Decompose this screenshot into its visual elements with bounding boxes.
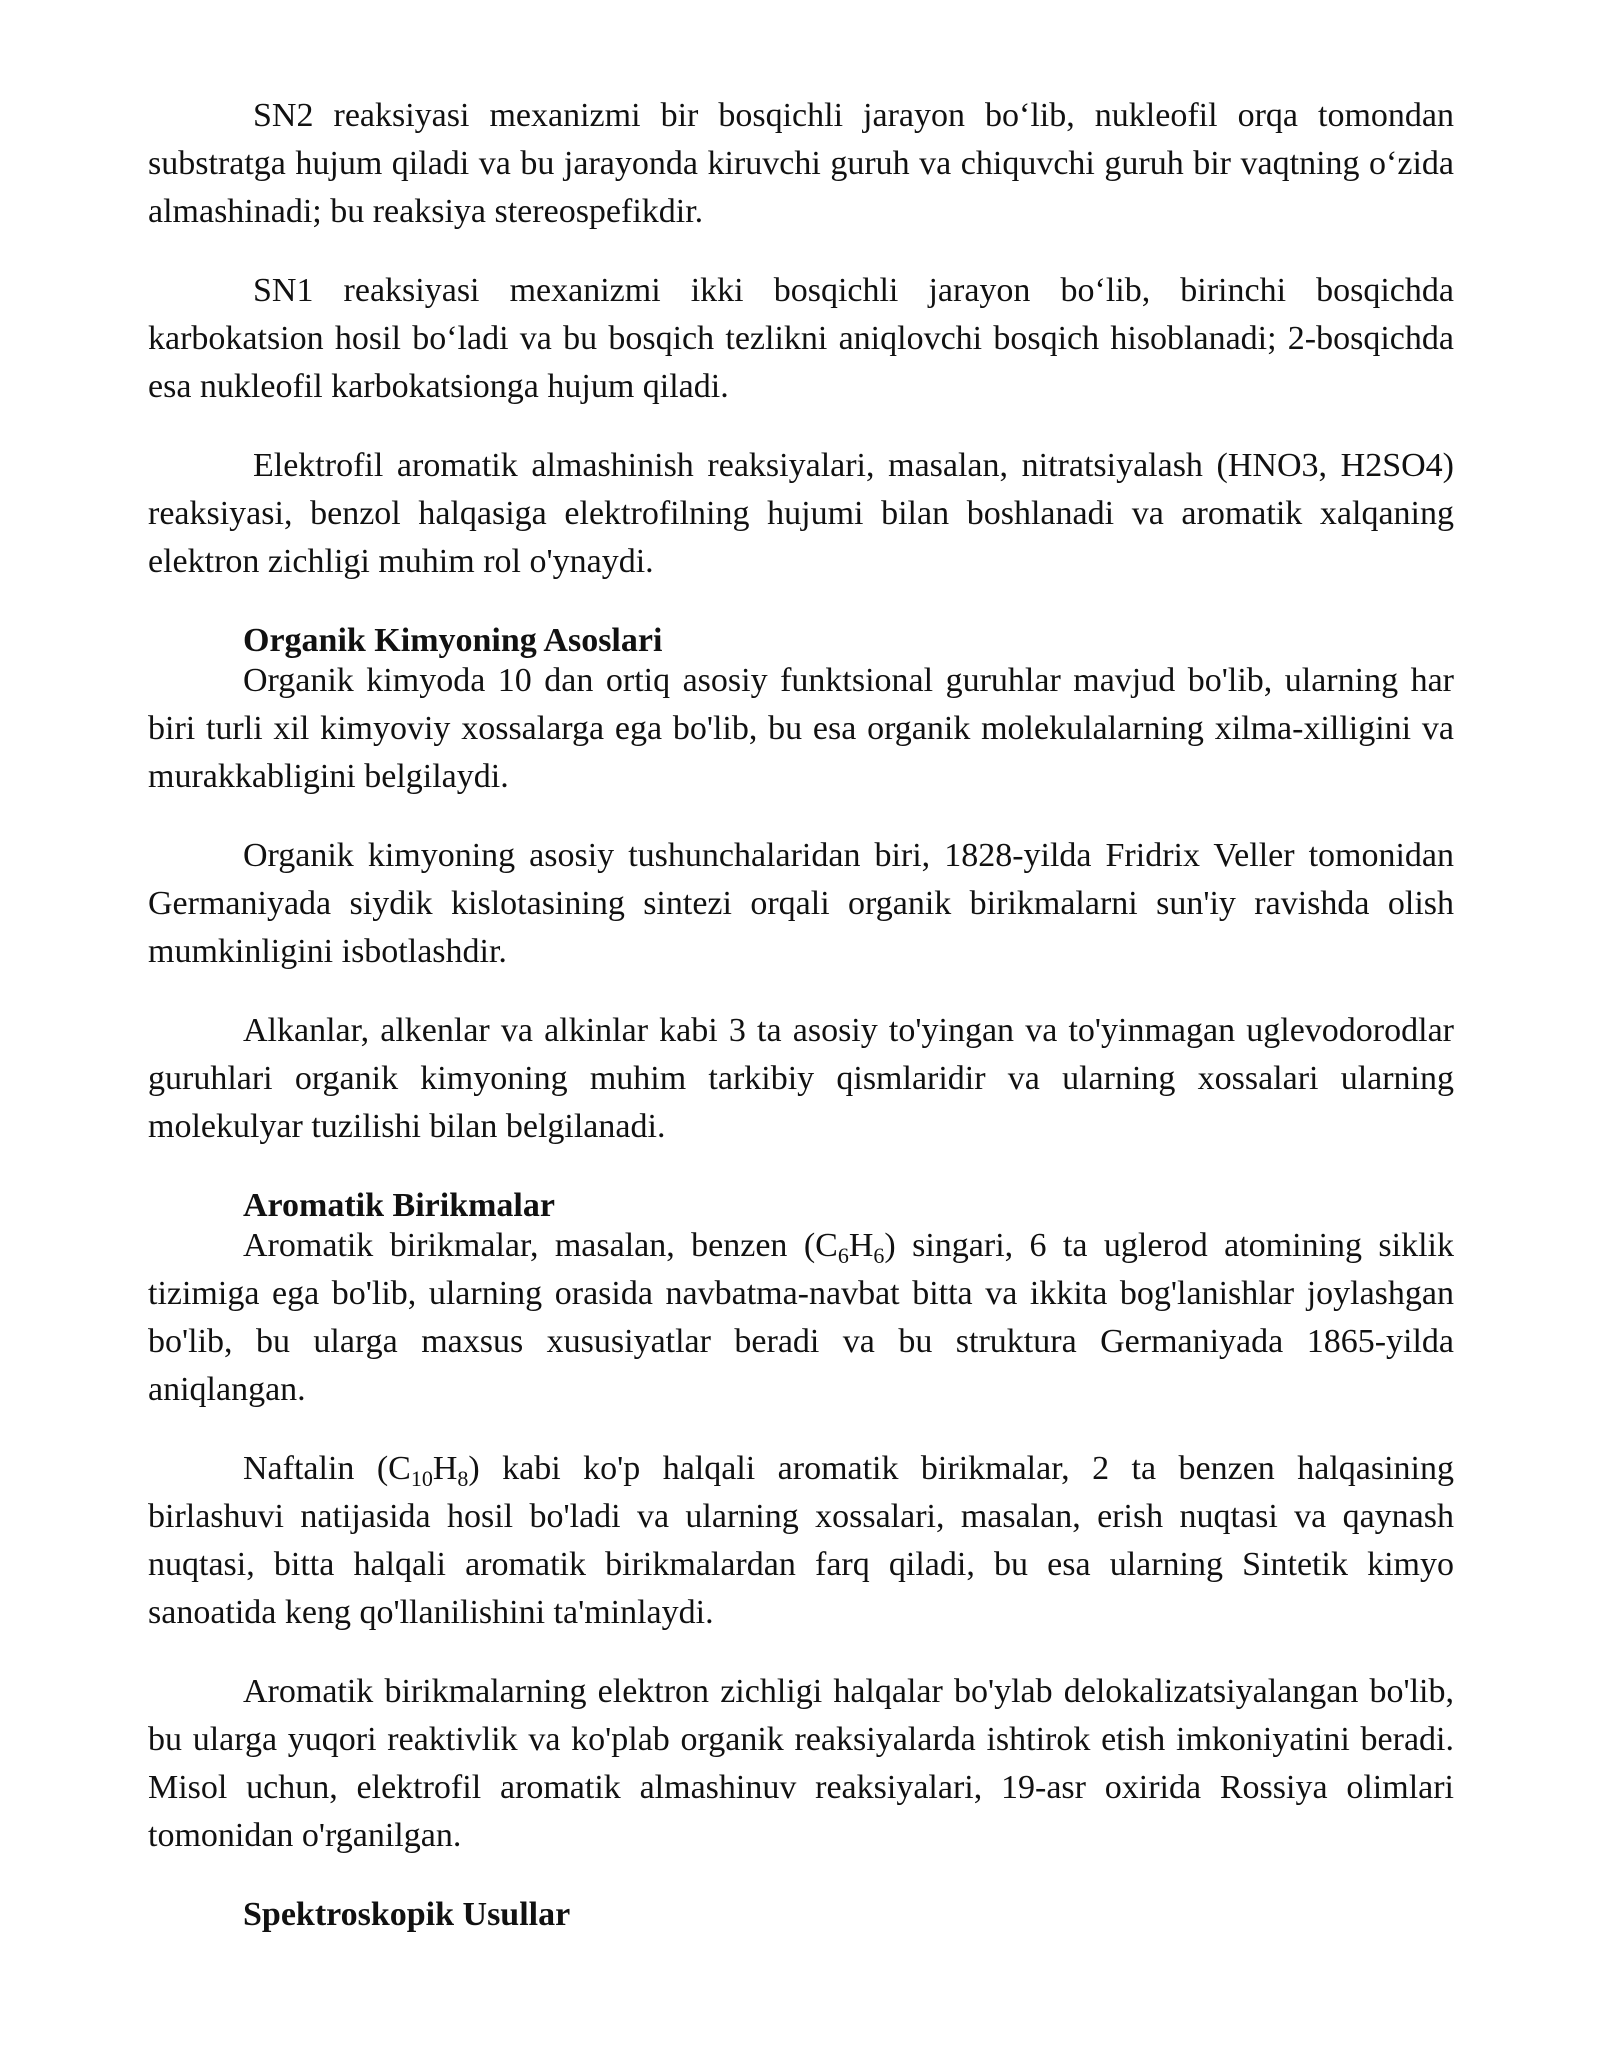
text-segment: ) singari, 6 ta uglerod atomining siklik tizimiga ega bo'lib, ularning orasida navbatma-navbat bitta va ikkita bog'lanishlar joylashgan bo'lib, bu ularga maxsus xususiyatlar beradi va bu struktura Germaniyada 1865-yilda aniqlangan. xyxy=(148,1227,1454,1408)
text-segment: H xyxy=(848,1227,874,1264)
paragraph-electrophilic-substitution: Elektrofil aromatik almashinish reaksiyalari, masalan, nitratsiyalash (HNO3, H2SO4) reaksiyasi, benzol halqasiga elektrofilning hujumi bilan boshlanadi va aromatik xalqaning elektron zichligi muhim rol o'ynaydi. xyxy=(148,447,1454,580)
subscript: 10 xyxy=(410,1466,433,1491)
heading-aromatik-birikmalar: Aromatik Birikmalar xyxy=(243,1187,555,1224)
paragraph-benzene xyxy=(148,1222,1454,1414)
paragraph-functional-groups: Organik kimyoda 10 dan ortiq asosiy funktsional guruhlar mavjud bo'lib, ularning har biri turli xil kimyoviy xossalarga ega bo'lib, bu esa organik molekulalarning xilma-xilligini va murakkabligini belgilaydi. xyxy=(148,662,1454,795)
paragraph-hydrocarbons: Alkanlar, alkenlar va alkinlar kabi 3 ta asosiy to'yingan va to'yinmagan uglevodorodlar guruhlari organik kimyoning muhim tarkibiy qismlaridir va ularning xossalari ularning molekulyar tuzilishi bilan belgilanadi. xyxy=(148,1012,1454,1145)
heading-spektroskopik-usullar: Spektroskopik Usullar xyxy=(243,1896,571,1933)
text-segment: ) kabi ko'p halqali aromatik birikmalar, 2 ta benzen halqasining birlashuvi natijasida hosil bo'ladi va ularning xossalari, masalan, erish nuqtasi va qaynash nuqtasi, bitta halqali aromatik birikmalardan farq qiladi, bu esa ularning Sintetik kimyo sanoatida keng qo'llanilishini ta'minlaydi. xyxy=(148,1450,1454,1631)
subscript: 6 xyxy=(837,1243,849,1268)
paragraph-naphthalene xyxy=(148,1445,1454,1637)
text-segment: Naftalin (C xyxy=(243,1450,411,1487)
paragraph-electron-density: Aromatik birikmalarning elektron zichligi halqalar bo'ylab delokalizatsiyalangan bo'lib, bu ularga yuqori reaktivlik va ko'plab organik reaksiyalarda ishtirok etish imkoniyatini beradi. Misol uchun, elektrofil aromatik almashinuv reaksiyalari, 19-asr oxirida Rossiya olimlari tomonidan o'rganilgan. xyxy=(148,1673,1454,1854)
paragraph-sn2: SN2 reaksiyasi mexanizmi bir bosqichli jarayon bo‘lib, nukleofil orqa tomondan substratga hujum qiladi va bu jarayonda kiruvchi guruh va chiquvchi guruh bir vaqtning o‘zida almashinadi; bu reaksiya stereospefikdir. xyxy=(148,97,1454,230)
document-body xyxy=(148,92,1454,1931)
subscript: 6 xyxy=(873,1243,885,1268)
paragraph-wohler-synthesis: Organik kimyoning asosiy tushunchalaridan biri, 1828-yilda Fridrix Veller tomonidan Germaniyada siydik kislotasining sintezi orqali organik birikmalarni sun'iy ravishda olish mumkinligini isbotlashdir. xyxy=(148,837,1454,970)
heading-organik-kimyoning-asoslari: Organik Kimyoning Asoslari xyxy=(243,622,663,659)
text-segment: Aromatik birikmalar, masalan, benzen (C xyxy=(243,1227,838,1264)
subscript: 8 xyxy=(457,1466,469,1491)
text-segment: H xyxy=(432,1450,458,1487)
paragraph-sn1: SN1 reaksiyasi mexanizmi ikki bosqichli jarayon bo‘lib, birinchi bosqichda karbokatsion hosil bo‘ladi va bu bosqich tezlikni aniqlovchi bosqich hisoblanadi; 2-bosqichda esa nukleofil karbokatsionga hujum qiladi. xyxy=(148,272,1454,405)
